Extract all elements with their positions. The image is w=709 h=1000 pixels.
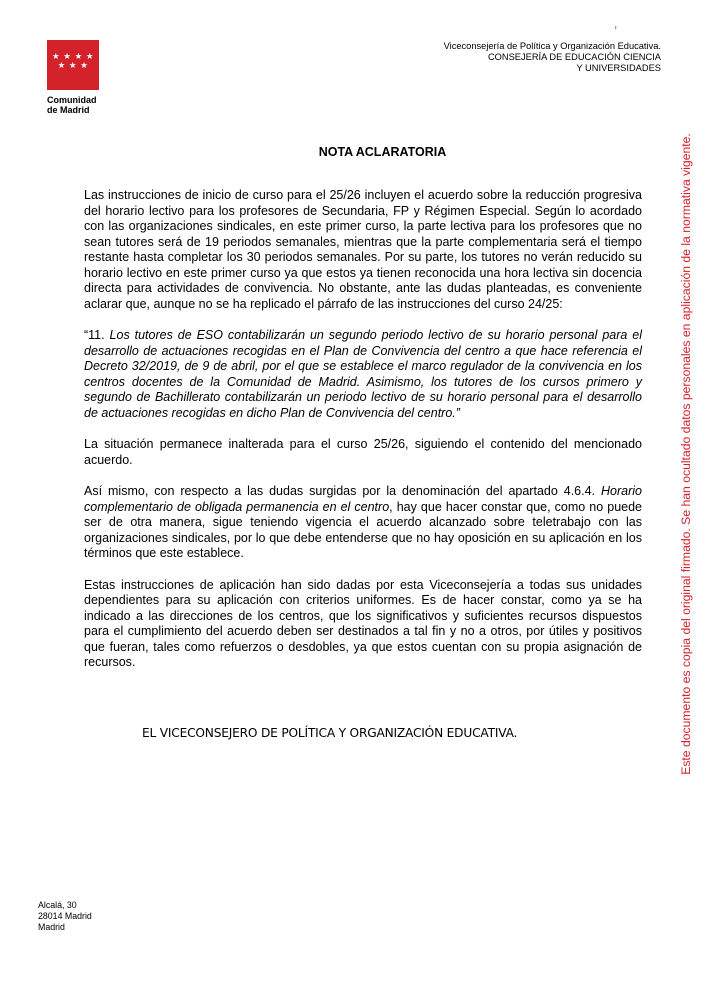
copy-disclaimer-vertical: Este documento es copia del original firmado. Se han ocultado datos personales en aplicación de la normativa vigente. [679, 133, 693, 775]
document-title: NOTA ACLARATORIA [318, 145, 447, 159]
address-postcode: 28014 Madrid [38, 911, 92, 921]
paragraph-telework [84, 484, 642, 562]
signature-line: EL VICECONSEJERO DE POLÍTICA Y ORGANIZACIÓN EDUCATIVA. [142, 726, 518, 740]
header-line-3: Y UNIVERSIDADES [576, 63, 661, 73]
address-street: Alcalá, 30 [38, 900, 77, 910]
document-body [84, 188, 642, 687]
logo-red-square [47, 40, 99, 90]
department-header [443, 24, 661, 74]
header-line-1: Viceconsejería de Política y Organización Educativa. [443, 41, 661, 51]
logo-name-line-2: de Madrid [47, 105, 90, 115]
quote-text: Los tutores de ESO contabilizarán un segundo periodo lectivo de su horario personal para el desarrollo de actuaciones recogidas en el Plan de Convivencia del centro a que hace referencia el Decreto 32/2019, de 9 de abril, por el que se establece el marco regulador de la convivencia en los centros docentes de la Comunidad de Madrid. Asimismo, los tutores de los cursos primero y segundo de Bachillerato contabilizarán un periodo lectivo de su horario personal para el desarrollo de actuaciones recogidas en dicho Plan de Convivencia del centro.” [84, 328, 642, 420]
telework-text-end: , hay que hacer constar que, como no puede ser de otra manera, sigue teniendo vigencia el acuerdo alcanzado sobre teletrabajo con las organizaciones sindicales, por lo que debe entenderse que no hay oposición en su aplicación en los términos que este establece. [84, 499, 642, 560]
comunidad-de-madrid-logo [47, 40, 99, 115]
paragraph-situation: La situación permanece inalterada para el curso 25/26, siguiendo el contenido del mencionado acuerdo. [84, 437, 642, 467]
header-mark: ʼ [614, 24, 617, 38]
paragraph-intro: Las instrucciones de inicio de curso para el 25/26 incluyen el acuerdo sobre la reducción progresiva del horario lectivo para los profesores de Secundaria, FP y Régimen Especial. Según lo acordado con las organizaciones sindicales, en este primer curso, la parte lectiva para los profesores que no sean tutores será de 19 periodos semanales, mientras que la parte complementaria será el tiempo restante hasta completar los 30 periodos semanales. Por su parte, los tutores no verán reducido su horario lectivo en este primer curso ya que estos ya tienen reconocida una hora lectiva sin docencia directa para actividades de convivencia. No obstante, ante las dudas planteadas, es conveniente aclarar que, aunque no se ha replicado el párrafo de las instrucciones del curso 24/25: [84, 188, 642, 311]
logo-name [47, 95, 99, 115]
document-title-row [0, 145, 709, 159]
telework-text-start: Así mismo, con respecto a las dudas surgidas por la denominación del apartado 4.6.4. [84, 484, 601, 498]
logo-stars-row-1: ★ ★ ★ ★ [51, 52, 95, 62]
paragraph-application: Estas instrucciones de aplicación han sido dadas por esta Viceconsejería a todas sus unidades dependientes para su aplicación con criterios uniformes. Es de hacer constar, como ya se ha indicado a las direcciones de los centros, que los significativos y suficientes recursos dispuestos para el cumplimiento del acuerdo deben ser destinados a tal fin y no a otros, por útiles y positivos que fueran, tales como refuerzos o desdobles, ya que estos cuentan con su propia asignación de recursos. [84, 577, 642, 669]
logo-name-line-1: Comunidad [47, 95, 97, 105]
address-city: Madrid [38, 922, 65, 932]
logo-stars-row-2: ★ ★ ★ [57, 61, 89, 71]
quoted-instruction [84, 328, 642, 421]
header-line-2: CONSEJERÍA DE EDUCACIÓN CIENCIA [487, 52, 661, 62]
telework-section-title: Horario complementario de obligada permanencia en el centro [84, 484, 642, 514]
quote-number: “11. [84, 328, 110, 342]
logo-stars [47, 53, 99, 71]
address-block [38, 900, 92, 933]
